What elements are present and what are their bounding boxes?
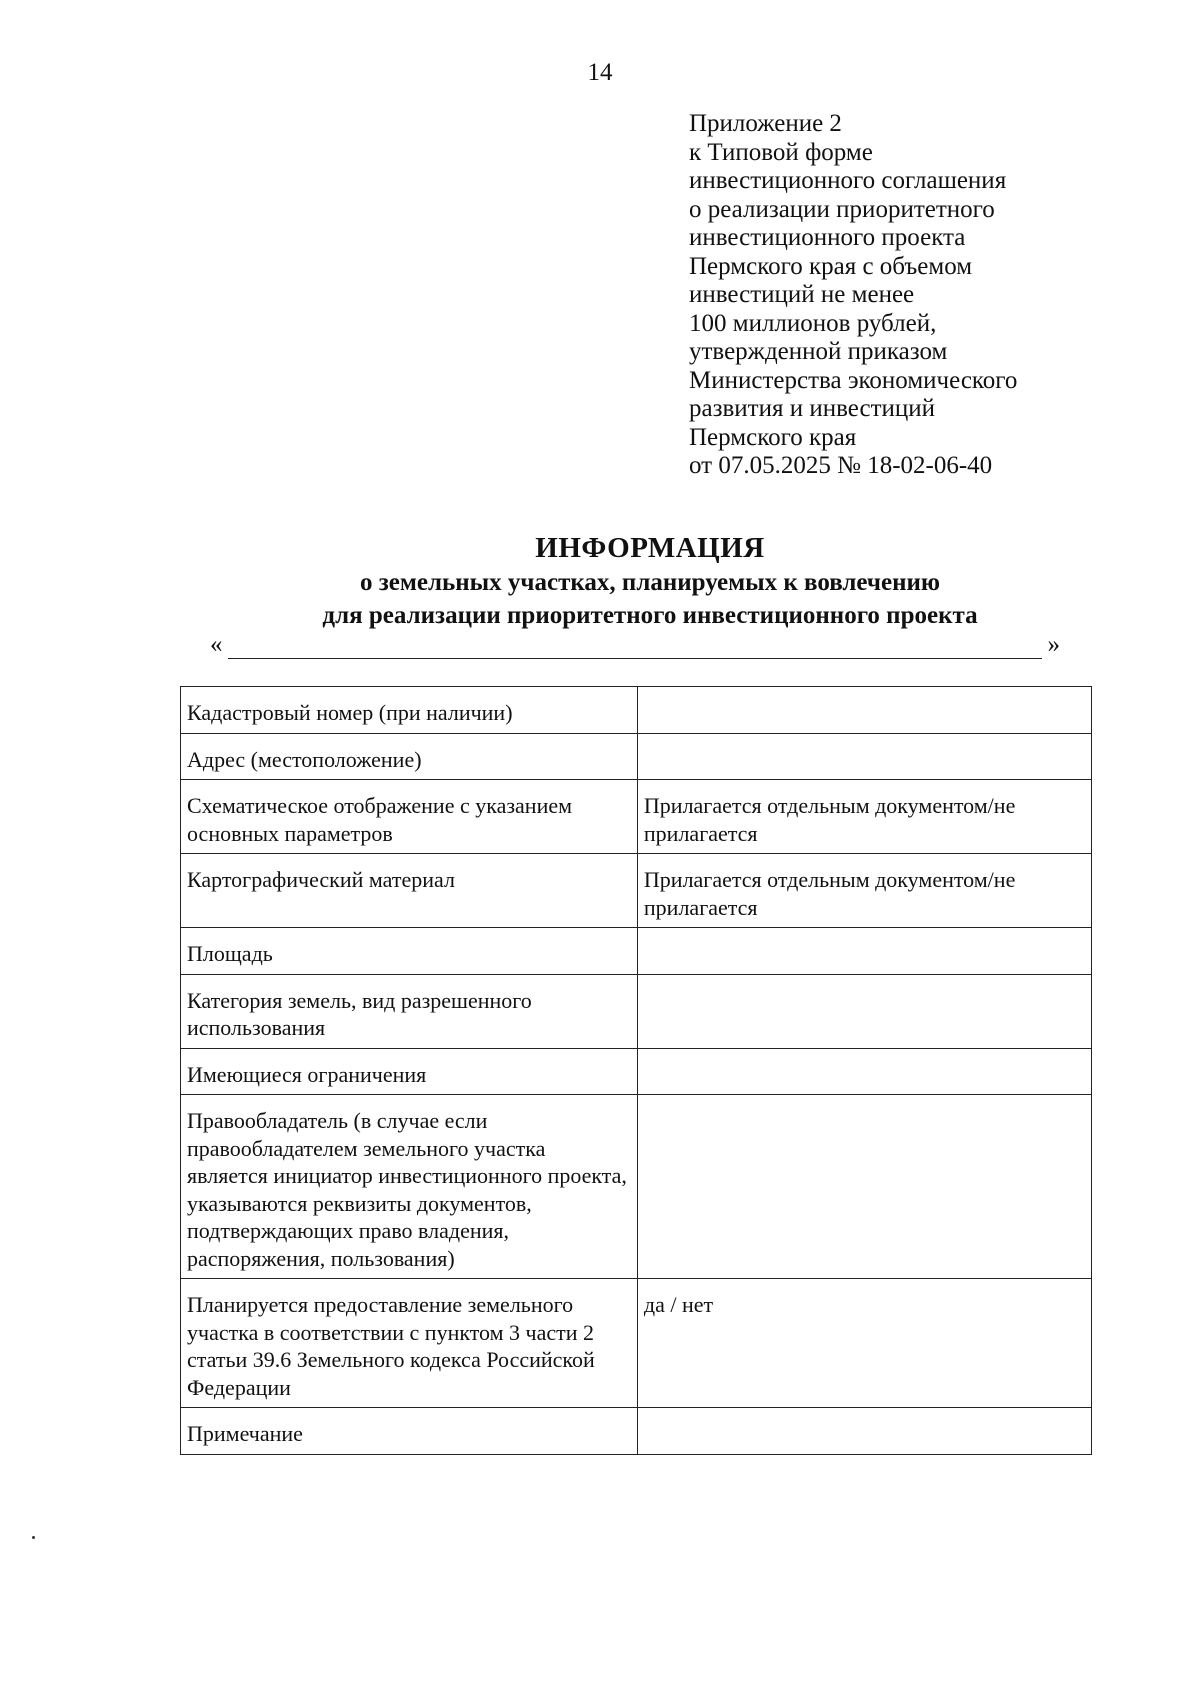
table-row (181, 1095, 1092, 1279)
row-label: Адрес (местоположение) (181, 733, 638, 780)
row-value (637, 1095, 1091, 1279)
row-value (637, 733, 1091, 780)
table-row (181, 854, 1092, 928)
row-label: Планируется предоставление земельного участка в соответствии с пунктом 3 части 2 статьи 39.6 Земельного кодекса Российской Федерации (181, 1279, 638, 1408)
appendix-line: инвестиционного соглашения (689, 167, 1007, 194)
appendix-line: Приложение 2 (689, 110, 842, 137)
row-label: Примечание (181, 1408, 638, 1455)
document-title (150, 530, 1150, 632)
row-value (637, 974, 1091, 1048)
land-plot-info-table (180, 686, 1092, 1455)
appendix-line: утвержденной приказом (689, 338, 948, 365)
row-value (637, 687, 1091, 734)
appendix-line: развития и инвестиций (689, 395, 936, 422)
title-subtitle-line1: о земельных участках, планируемых к вовлечению (359, 569, 941, 596)
row-label: Правообладатель (в случае если правообладателем земельного участка является инициатор инвестиционного проекта, указываются реквизиты документов, подтверждающих право владения, распоряжения, пользования) (181, 1095, 638, 1279)
row-value (637, 1408, 1091, 1455)
row-label: Имеющиеся ограничения (181, 1048, 638, 1095)
appendix-line: Пермского края с объемом (689, 252, 973, 280)
row-label: Схематическое отображение с указанием основных параметров (181, 780, 638, 854)
appendix-line: о реализации приоритетного (689, 195, 995, 223)
appendix-line: к Типовой форме (689, 138, 873, 166)
row-value: Прилагается отдельным документом/не прилагается (637, 780, 1091, 854)
row-label: Картографический материал (181, 854, 638, 928)
page-number: 14 (587, 59, 613, 86)
quote-close: » (1047, 631, 1060, 658)
table-row (181, 1279, 1092, 1408)
quote-open: « (210, 631, 223, 658)
appendix-line: инвестиций не менее (689, 281, 915, 308)
row-label: Категория земель, вид разрешенного использования (181, 974, 638, 1048)
row-value (637, 1048, 1091, 1095)
appendix-line: Министерства экономического (689, 366, 1018, 394)
table-row (181, 974, 1092, 1048)
project-name-underline (228, 658, 1042, 659)
table-row (181, 1408, 1092, 1455)
scan-artifact-dot (32, 1536, 35, 1539)
title-subtitle-line2: для реализации приоритетного инвестиционного проекта (322, 602, 978, 629)
project-name-blank (210, 631, 1060, 663)
appendix-line: Пермского края (689, 423, 857, 451)
title-main: ИНФОРМАЦИЯ (535, 532, 765, 564)
appendix-line: от 07.05.2025 № 18-02-06-40 (689, 452, 993, 479)
appendix-header (689, 110, 1109, 481)
appendix-line: 100 миллионов рублей, (689, 309, 937, 337)
row-label: Площадь (181, 928, 638, 975)
table-row (181, 1048, 1092, 1095)
appendix-line: инвестиционного проекта (689, 224, 966, 251)
table-row (181, 687, 1092, 734)
table-row (181, 928, 1092, 975)
row-label: Кадастровый номер (при наличии) (181, 687, 638, 734)
row-value: да / нет (637, 1279, 1091, 1408)
table-row (181, 733, 1092, 780)
row-value (637, 928, 1091, 975)
row-value: Прилагается отдельным документом/не прилагается (637, 854, 1091, 928)
table-row (181, 780, 1092, 854)
